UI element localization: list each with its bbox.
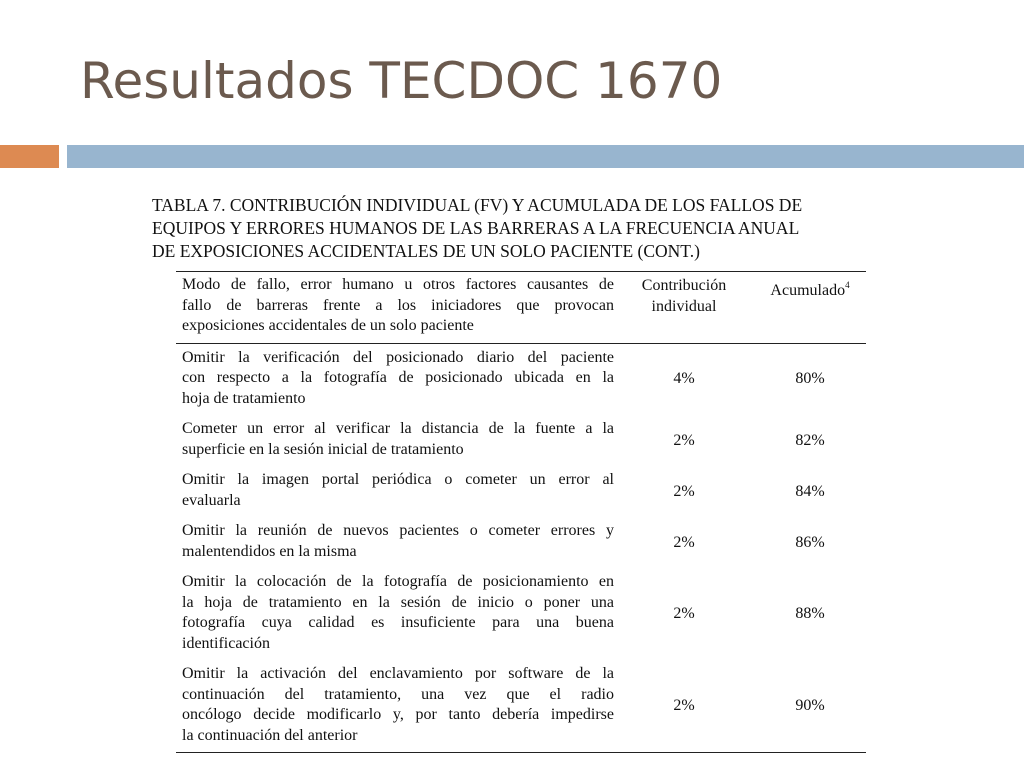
table-row — [176, 415, 866, 466]
results-table — [176, 271, 866, 753]
table-row — [176, 660, 866, 753]
table-row — [176, 343, 866, 415]
caption-line: EQUIPOS Y ERRORES HUMANOS DE LAS BARRERAS A LA FRECUENCIA ANUAL — [152, 218, 800, 238]
table-row — [176, 568, 866, 660]
footnote-marker: 4 — [845, 280, 850, 290]
row-description: Cometer un error al verificar la distancia de la fuente a la superficie en la sesión inicial de tratamiento — [182, 420, 614, 458]
row-accumulated: 80% — [795, 370, 825, 388]
row-individual: 2% — [673, 482, 695, 500]
row-accumulated: 84% — [795, 482, 825, 500]
row-individual: 2% — [673, 533, 695, 551]
row-accumulated: 88% — [795, 605, 825, 622]
table-caption — [152, 194, 892, 263]
row-individual: 2% — [673, 697, 695, 714]
row-accumulated: 86% — [795, 533, 825, 551]
row-accumulated: 82% — [795, 431, 825, 449]
row-accumulated: 90% — [795, 697, 825, 714]
results-table-container — [176, 271, 866, 753]
row-description: Omitir la verificación del posicionado diario del paciente con respecto a la fotografía de posicionado ubicada en la hoja de tratamiento — [182, 348, 614, 407]
row-description: Omitir la reunión de nuevos pacientes o cometer errores y malentendidos en la misma — [182, 522, 614, 560]
caption-line: TABLA 7. CONTRIBUCIÓN INDIVIDUAL (FV) Y ACUMULADA DE LOS FALLOS DE — [152, 195, 803, 215]
table-row — [176, 466, 866, 517]
row-description: Omitir la imagen portal periódica o cometer un error al evaluarla — [182, 471, 614, 509]
row-individual: 2% — [673, 431, 695, 449]
caption-line: DE EXPOSICIONES ACCIDENTALES DE UN SOLO PACIENTE (CONT.) — [152, 241, 700, 261]
header-description: Modo de fallo, error humano u otros factores causantes de fallo de barreras frente a los iniciadores que provocan exposiciones accidentales de un solo paciente — [182, 276, 614, 334]
accent-bar-orange — [0, 145, 59, 168]
row-description: Omitir la colocación de la fotografía de posicionamiento en la hoja de tratamiento en la sesión de inicio o poner una fotografía cuya calidad es insuficiente para una buena identificación — [182, 573, 614, 652]
slide-title: Resultados TECDOC 1670 — [80, 52, 723, 110]
row-individual: 2% — [673, 605, 695, 622]
row-description: Omitir la activación del enclavamiento por software de la continuación del tratamiento, una vez que el radio oncólogo decide modificarlo y, por tanto debería impedirse la continuación del anterior — [182, 665, 614, 744]
header-individual: Contribución individual — [641, 277, 727, 315]
table-row — [176, 517, 866, 568]
table-header-row — [176, 272, 866, 344]
header-accumulated: Acumulado$^4$ — [770, 280, 850, 299]
accent-bar-blue — [67, 145, 1024, 168]
row-individual: 4% — [673, 370, 695, 388]
